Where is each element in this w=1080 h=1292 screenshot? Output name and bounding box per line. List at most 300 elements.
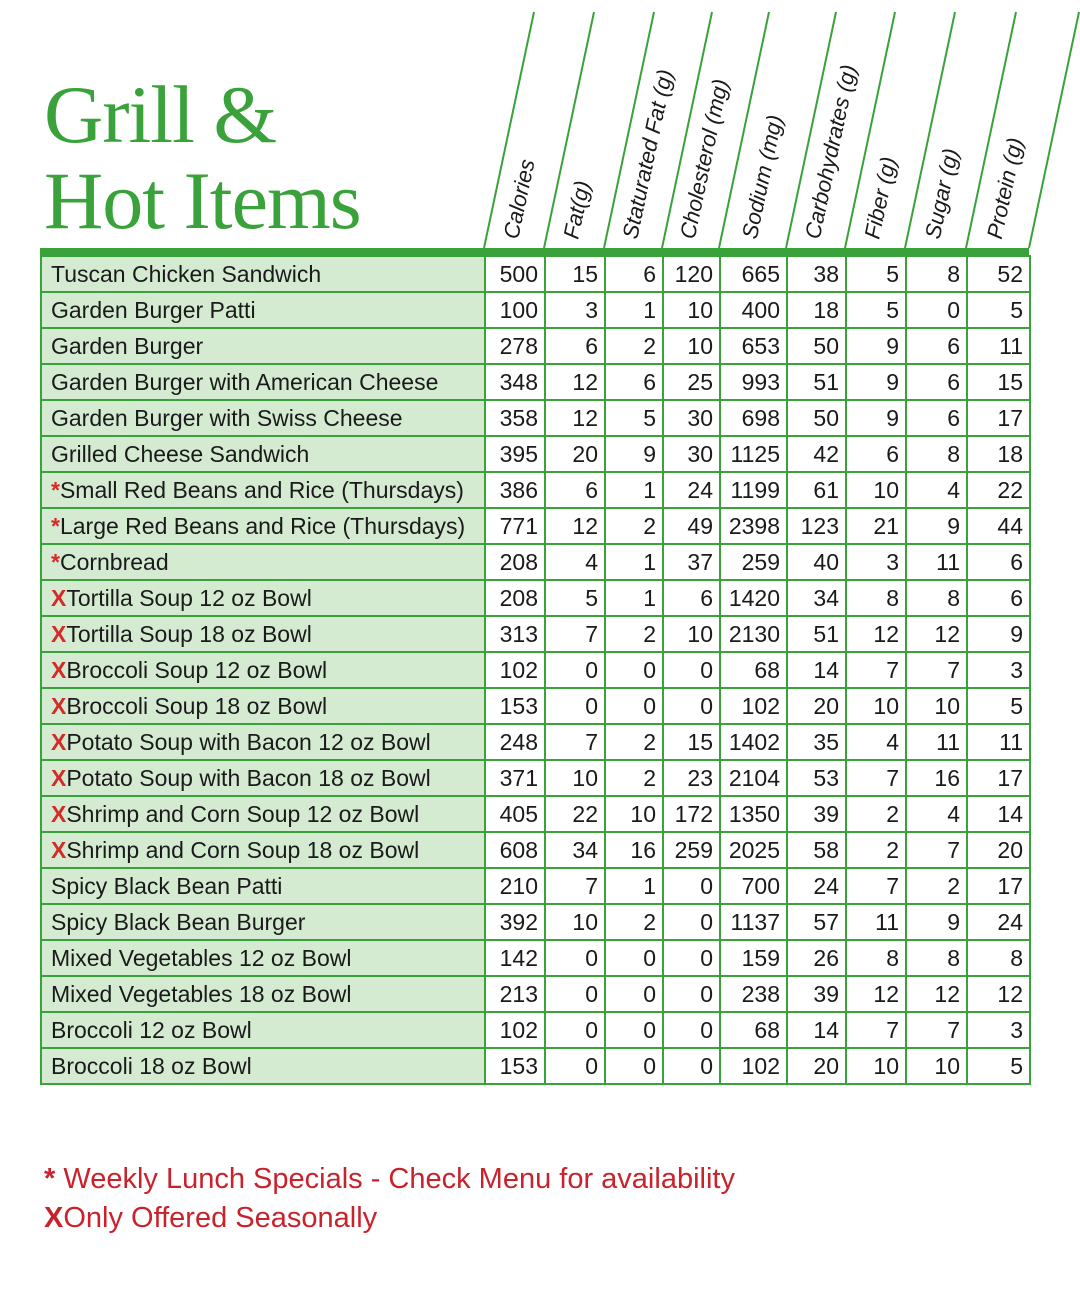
value-cell: 14 <box>787 1012 846 1048</box>
value-cell: 24 <box>787 868 846 904</box>
value-cell: 24 <box>663 472 720 508</box>
item-name-cell <box>41 508 485 544</box>
value-cell: 608 <box>485 832 545 868</box>
item-name-cell <box>41 580 485 616</box>
value-cell: 313 <box>485 616 545 652</box>
value-cell: 2 <box>605 508 663 544</box>
value-cell: 26 <box>787 940 846 976</box>
value-cell: 51 <box>787 616 846 652</box>
value-cell: 10 <box>663 292 720 328</box>
value-cell: 771 <box>485 508 545 544</box>
value-cell: 11 <box>906 544 967 580</box>
value-cell: 9 <box>906 508 967 544</box>
value-cell: 57 <box>787 904 846 940</box>
item-name-cell <box>41 292 485 328</box>
item-name: Tortilla Soup 18 oz Bowl <box>66 620 312 647</box>
value-cell: 20 <box>787 688 846 724</box>
asterisk-symbol: * <box>44 1163 56 1195</box>
value-cell: 2 <box>605 724 663 760</box>
table-row <box>41 796 1030 832</box>
item-name: Potato Soup with Bacon 18 oz Bowl <box>66 764 431 791</box>
value-cell: 5 <box>967 292 1030 328</box>
x-marker: X <box>51 764 67 791</box>
table-row <box>41 328 1030 364</box>
x-marker: X <box>51 728 67 755</box>
value-cell: 0 <box>605 976 663 1012</box>
item-name-cell <box>41 328 485 364</box>
item-name-cell <box>41 364 485 400</box>
value-cell: 8 <box>846 580 906 616</box>
value-cell: 30 <box>663 400 720 436</box>
value-cell: 102 <box>720 688 787 724</box>
value-cell: 12 <box>846 976 906 1012</box>
item-name-cell <box>41 976 485 1012</box>
value-cell: 7 <box>846 652 906 688</box>
table-row <box>41 940 1030 976</box>
asterisk-marker: * <box>51 512 60 539</box>
value-cell: 665 <box>720 256 787 292</box>
title-line-2: Hot Items <box>44 155 361 246</box>
value-cell: 21 <box>846 508 906 544</box>
value-cell: 50 <box>787 328 846 364</box>
item-name-cell <box>41 760 485 796</box>
value-cell: 259 <box>720 544 787 580</box>
value-cell: 259 <box>663 832 720 868</box>
value-cell: 3 <box>967 652 1030 688</box>
value-cell: 358 <box>485 400 545 436</box>
value-cell: 0 <box>605 1048 663 1084</box>
value-cell: 10 <box>545 760 605 796</box>
value-cell: 1 <box>605 544 663 580</box>
value-cell: 102 <box>720 1048 787 1084</box>
table-row <box>41 724 1030 760</box>
item-name-cell <box>41 544 485 580</box>
value-cell: 1137 <box>720 904 787 940</box>
item-name: Garden Burger with Swiss Cheese <box>51 404 403 431</box>
x-marker: X <box>51 656 67 683</box>
value-cell: 11 <box>906 724 967 760</box>
table-row <box>41 364 1030 400</box>
value-cell: 15 <box>663 724 720 760</box>
column-headers <box>0 0 1080 260</box>
item-name-cell <box>41 940 485 976</box>
value-cell: 12 <box>545 508 605 544</box>
table-row <box>41 760 1030 796</box>
value-cell: 208 <box>485 544 545 580</box>
value-cell: 2 <box>846 796 906 832</box>
value-cell: 10 <box>663 616 720 652</box>
title-line-1: Grill & <box>44 69 277 160</box>
item-name-cell <box>41 472 485 508</box>
value-cell: 7 <box>545 616 605 652</box>
value-cell: 123 <box>787 508 846 544</box>
asterisk-marker: * <box>51 548 60 575</box>
column-header: Staturated Fat (g) <box>617 67 678 242</box>
value-cell: 68 <box>720 652 787 688</box>
value-cell: 120 <box>663 256 720 292</box>
value-cell: 1 <box>605 868 663 904</box>
value-cell: 20 <box>967 832 1030 868</box>
table-row <box>41 976 1030 1012</box>
value-cell: 0 <box>663 688 720 724</box>
value-cell: 2 <box>906 868 967 904</box>
item-name-cell <box>41 1012 485 1048</box>
value-cell: 6 <box>967 580 1030 616</box>
legend-specials <box>44 1160 735 1199</box>
value-cell: 9 <box>846 400 906 436</box>
value-cell: 248 <box>485 724 545 760</box>
value-cell: 6 <box>545 472 605 508</box>
value-cell: 0 <box>663 940 720 976</box>
value-cell: 16 <box>906 760 967 796</box>
value-cell: 10 <box>906 1048 967 1084</box>
value-cell: 6 <box>605 256 663 292</box>
value-cell: 9 <box>846 364 906 400</box>
x-marker: X <box>51 620 67 647</box>
value-cell: 6 <box>906 328 967 364</box>
value-cell: 172 <box>663 796 720 832</box>
column-header: Sugar (g) <box>919 146 964 242</box>
value-cell: 5 <box>605 400 663 436</box>
asterisk-marker: * <box>51 476 60 503</box>
value-cell: 653 <box>720 328 787 364</box>
value-cell: 8 <box>967 940 1030 976</box>
item-name: Mixed Vegetables 12 oz Bowl <box>51 944 352 971</box>
column-header: Calories <box>498 156 540 242</box>
item-name: Garden Burger <box>51 332 204 359</box>
item-name: Shrimp and Corn Soup 18 oz Bowl <box>66 836 420 863</box>
value-cell: 49 <box>663 508 720 544</box>
table-row <box>41 400 1030 436</box>
value-cell: 6 <box>846 436 906 472</box>
value-cell: 371 <box>485 760 545 796</box>
item-name: Small Red Beans and Rice (Thursdays) <box>59 476 464 503</box>
item-name-cell <box>41 868 485 904</box>
value-cell: 0 <box>663 652 720 688</box>
value-cell: 18 <box>967 436 1030 472</box>
value-cell: 1 <box>605 292 663 328</box>
value-cell: 8 <box>906 436 967 472</box>
value-cell: 10 <box>906 688 967 724</box>
value-cell: 10 <box>846 1048 906 1084</box>
value-cell: 993 <box>720 364 787 400</box>
value-cell: 50 <box>787 400 846 436</box>
value-cell: 6 <box>906 400 967 436</box>
value-cell: 24 <box>967 904 1030 940</box>
item-name-cell <box>41 724 485 760</box>
value-cell: 278 <box>485 328 545 364</box>
table-row <box>41 616 1030 652</box>
value-cell: 38 <box>787 256 846 292</box>
value-cell: 39 <box>787 796 846 832</box>
item-name-cell <box>41 904 485 940</box>
value-cell: 2 <box>605 328 663 364</box>
value-cell: 35 <box>787 724 846 760</box>
value-cell: 1 <box>605 472 663 508</box>
value-cell: 2 <box>605 760 663 796</box>
value-cell: 395 <box>485 436 545 472</box>
table-row <box>41 832 1030 868</box>
value-cell: 12 <box>906 616 967 652</box>
table-row <box>41 436 1030 472</box>
value-cell: 20 <box>787 1048 846 1084</box>
value-cell: 2025 <box>720 832 787 868</box>
value-cell: 23 <box>663 760 720 796</box>
item-name: Broccoli Soup 18 oz Bowl <box>66 692 328 719</box>
value-cell: 42 <box>787 436 846 472</box>
value-cell: 0 <box>663 1048 720 1084</box>
value-cell: 20 <box>545 436 605 472</box>
value-cell: 40 <box>787 544 846 580</box>
table-body <box>41 256 1030 1084</box>
value-cell: 10 <box>846 688 906 724</box>
value-cell: 3 <box>545 292 605 328</box>
value-cell: 0 <box>545 940 605 976</box>
item-name: Tortilla Soup 12 oz Bowl <box>66 584 312 611</box>
item-name: Broccoli Soup 12 oz Bowl <box>66 656 328 683</box>
value-cell: 12 <box>906 976 967 1012</box>
item-name: Cornbread <box>59 548 169 575</box>
value-cell: 0 <box>545 1048 605 1084</box>
value-cell: 58 <box>787 832 846 868</box>
value-cell: 11 <box>967 328 1030 364</box>
value-cell: 15 <box>545 256 605 292</box>
column-header: Sodium (mg) <box>736 112 788 242</box>
item-name: Spicy Black Bean Patti <box>51 872 283 899</box>
value-cell: 2104 <box>720 760 787 796</box>
value-cell: 100 <box>485 292 545 328</box>
value-cell: 386 <box>485 472 545 508</box>
value-cell: 0 <box>605 940 663 976</box>
value-cell: 0 <box>663 904 720 940</box>
item-name: Garden Burger Patti <box>51 296 256 323</box>
x-marker: X <box>51 584 67 611</box>
value-cell: 7 <box>906 652 967 688</box>
value-cell: 698 <box>720 400 787 436</box>
item-name: Shrimp and Corn Soup 12 oz Bowl <box>66 800 420 827</box>
value-cell: 5 <box>846 292 906 328</box>
value-cell: 7 <box>846 760 906 796</box>
value-cell: 0 <box>545 976 605 1012</box>
table-row <box>41 472 1030 508</box>
value-cell: 7 <box>545 868 605 904</box>
value-cell: 1199 <box>720 472 787 508</box>
value-cell: 10 <box>663 328 720 364</box>
value-cell: 700 <box>720 868 787 904</box>
item-name-cell <box>41 436 485 472</box>
x-marker: X <box>51 800 67 827</box>
value-cell: 7 <box>846 1012 906 1048</box>
value-cell: 3 <box>967 1012 1030 1048</box>
value-cell: 2 <box>605 616 663 652</box>
value-cell: 4 <box>906 472 967 508</box>
value-cell: 0 <box>545 652 605 688</box>
value-cell: 0 <box>545 1012 605 1048</box>
value-cell: 25 <box>663 364 720 400</box>
column-header: Protein (g) <box>981 135 1028 242</box>
value-cell: 11 <box>846 904 906 940</box>
value-cell: 34 <box>545 832 605 868</box>
table-row <box>41 256 1030 292</box>
legend-seasonal <box>44 1199 735 1238</box>
header-divider <box>1029 12 1079 248</box>
value-cell: 1420 <box>720 580 787 616</box>
item-name: Broccoli 18 oz Bowl <box>51 1052 252 1079</box>
value-cell: 0 <box>906 292 967 328</box>
value-cell: 0 <box>605 688 663 724</box>
value-cell: 5 <box>967 1048 1030 1084</box>
table-row <box>41 868 1030 904</box>
item-name: Garden Burger with American Cheese <box>51 368 439 395</box>
item-name: Broccoli 12 oz Bowl <box>51 1016 252 1043</box>
value-cell: 208 <box>485 580 545 616</box>
value-cell: 12 <box>545 364 605 400</box>
table-row <box>41 544 1030 580</box>
value-cell: 17 <box>967 400 1030 436</box>
item-name-cell <box>41 688 485 724</box>
value-cell: 1350 <box>720 796 787 832</box>
value-cell: 392 <box>485 904 545 940</box>
table-row <box>41 688 1030 724</box>
value-cell: 348 <box>485 364 545 400</box>
value-cell: 0 <box>663 976 720 1012</box>
value-cell: 15 <box>967 364 1030 400</box>
value-cell: 16 <box>605 832 663 868</box>
table-row <box>41 1012 1030 1048</box>
value-cell: 22 <box>967 472 1030 508</box>
column-header: Carbohydrates (g) <box>799 62 862 242</box>
value-cell: 405 <box>485 796 545 832</box>
value-cell: 17 <box>967 760 1030 796</box>
item-name: Mixed Vegetables 18 oz Bowl <box>51 980 352 1007</box>
value-cell: 22 <box>545 796 605 832</box>
value-cell: 7 <box>906 1012 967 1048</box>
value-cell: 30 <box>663 436 720 472</box>
value-cell: 1125 <box>720 436 787 472</box>
value-cell: 500 <box>485 256 545 292</box>
value-cell: 51 <box>787 364 846 400</box>
value-cell: 4 <box>906 796 967 832</box>
value-cell: 5 <box>545 580 605 616</box>
value-cell: 238 <box>720 976 787 1012</box>
value-cell: 8 <box>906 256 967 292</box>
item-name-cell <box>41 256 485 292</box>
table-row <box>41 292 1030 328</box>
value-cell: 6 <box>906 364 967 400</box>
value-cell: 1 <box>605 580 663 616</box>
value-cell: 6 <box>545 328 605 364</box>
value-cell: 1402 <box>720 724 787 760</box>
value-cell: 6 <box>663 580 720 616</box>
value-cell: 14 <box>967 796 1030 832</box>
item-name-cell <box>41 400 485 436</box>
value-cell: 6 <box>967 544 1030 580</box>
item-name-cell <box>41 652 485 688</box>
value-cell: 34 <box>787 580 846 616</box>
value-cell: 68 <box>720 1012 787 1048</box>
value-cell: 9 <box>605 436 663 472</box>
value-cell: 44 <box>967 508 1030 544</box>
value-cell: 39 <box>787 976 846 1012</box>
value-cell: 0 <box>663 1012 720 1048</box>
value-cell: 2 <box>846 832 906 868</box>
value-cell: 9 <box>967 616 1030 652</box>
value-cell: 0 <box>663 868 720 904</box>
legend <box>44 1160 735 1238</box>
value-cell: 6 <box>605 364 663 400</box>
table-row <box>41 652 1030 688</box>
x-marker: X <box>51 692 67 719</box>
item-name-cell <box>41 796 485 832</box>
value-cell: 10 <box>846 472 906 508</box>
value-cell: 102 <box>485 1012 545 1048</box>
value-cell: 102 <box>485 652 545 688</box>
value-cell: 14 <box>787 652 846 688</box>
x-symbol: X <box>44 1202 64 1234</box>
value-cell: 2130 <box>720 616 787 652</box>
value-cell: 12 <box>967 976 1030 1012</box>
table-row <box>41 508 1030 544</box>
value-cell: 142 <box>485 940 545 976</box>
item-name: Spicy Black Bean Burger <box>51 908 306 935</box>
value-cell: 2 <box>605 904 663 940</box>
value-cell: 11 <box>967 724 1030 760</box>
value-cell: 2398 <box>720 508 787 544</box>
item-name: Large Red Beans and Rice (Thursdays) <box>59 512 466 539</box>
item-name-cell <box>41 616 485 652</box>
value-cell: 7 <box>846 868 906 904</box>
value-cell: 4 <box>846 724 906 760</box>
value-cell: 61 <box>787 472 846 508</box>
value-cell: 17 <box>967 868 1030 904</box>
value-cell: 37 <box>663 544 720 580</box>
table-row <box>41 580 1030 616</box>
value-cell: 0 <box>605 652 663 688</box>
value-cell: 0 <box>545 688 605 724</box>
x-marker: X <box>51 836 67 863</box>
column-header: Fiber (g) <box>859 154 902 242</box>
item-name: Potato Soup with Bacon 12 oz Bowl <box>66 728 431 755</box>
value-cell: 10 <box>545 904 605 940</box>
value-cell: 7 <box>906 832 967 868</box>
value-cell: 159 <box>720 940 787 976</box>
value-cell: 8 <box>906 580 967 616</box>
item-name-cell <box>41 1048 485 1084</box>
value-cell: 52 <box>967 256 1030 292</box>
table-row <box>41 1048 1030 1084</box>
item-name: Tuscan Chicken Sandwich <box>51 260 322 287</box>
value-cell: 5 <box>846 256 906 292</box>
table-row <box>41 904 1030 940</box>
value-cell: 3 <box>846 544 906 580</box>
value-cell: 4 <box>545 544 605 580</box>
legend-specials-text: Weekly Lunch Specials - Check Menu for availability <box>63 1163 735 1195</box>
value-cell: 0 <box>605 1012 663 1048</box>
value-cell: 12 <box>846 616 906 652</box>
value-cell: 8 <box>846 940 906 976</box>
value-cell: 210 <box>485 868 545 904</box>
column-header: Cholesterol (mg) <box>674 76 734 242</box>
value-cell: 53 <box>787 760 846 796</box>
legend-seasonal-text: Only Offered Seasonally <box>63 1202 378 1234</box>
column-header: Fat(g) <box>558 178 596 242</box>
value-cell: 12 <box>545 400 605 436</box>
item-name: Grilled Cheese Sandwich <box>51 440 310 467</box>
value-cell: 18 <box>787 292 846 328</box>
value-cell: 9 <box>846 328 906 364</box>
item-name-cell <box>41 832 485 868</box>
value-cell: 400 <box>720 292 787 328</box>
